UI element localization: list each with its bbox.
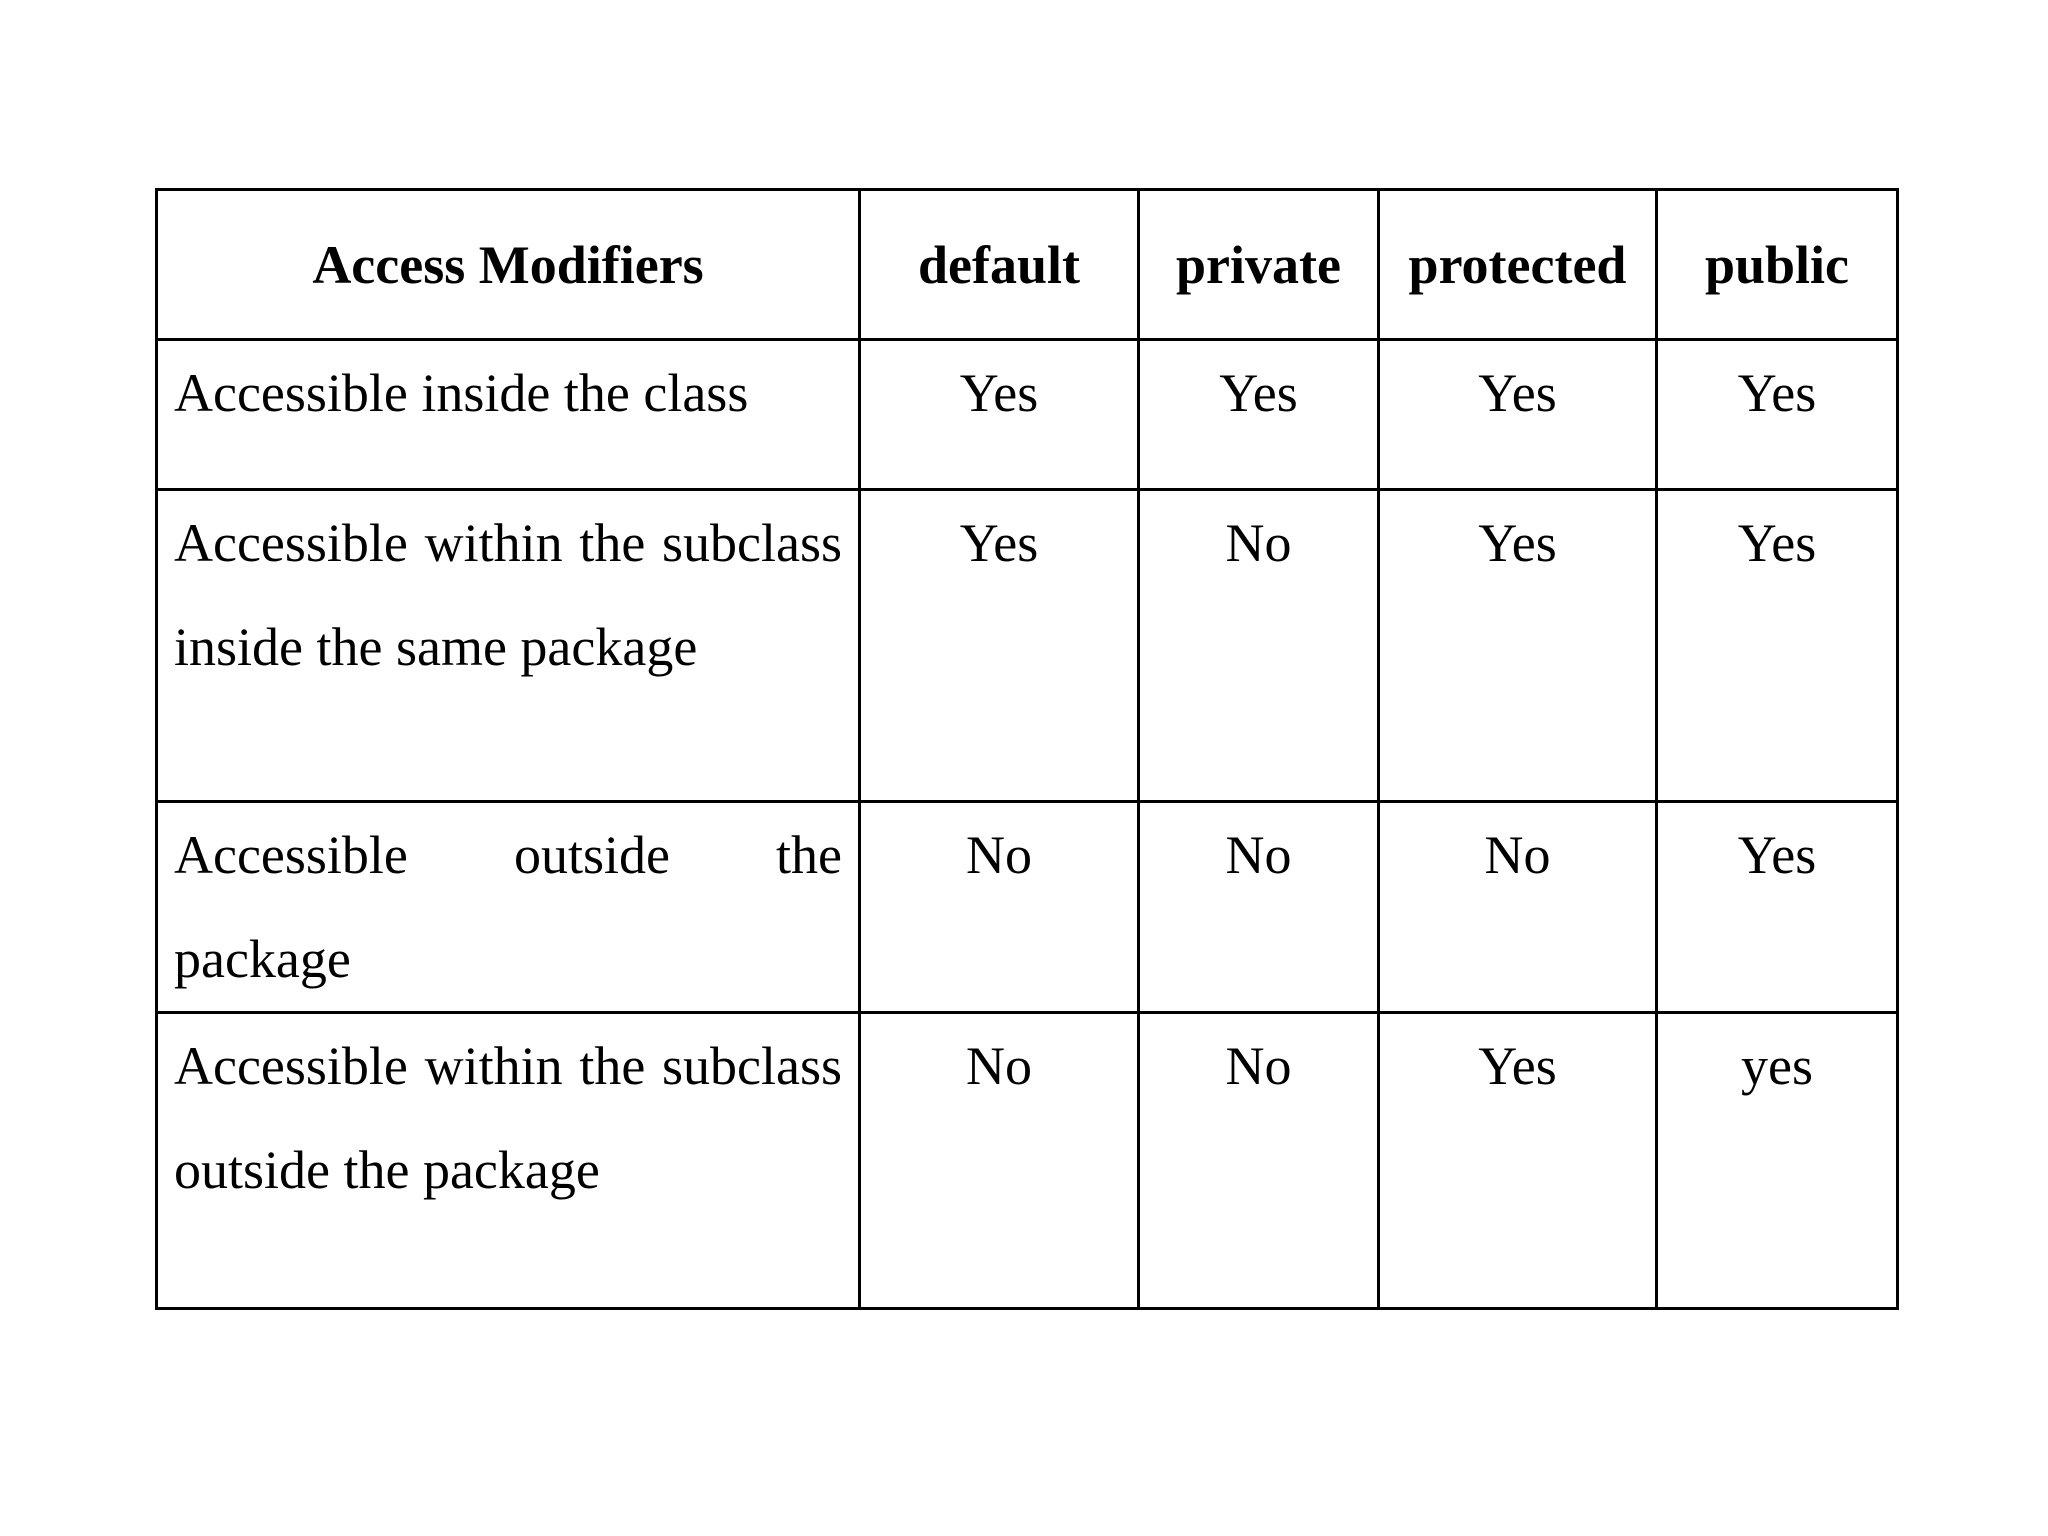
value-cell-protected: Yes — [1379, 340, 1657, 490]
header-default: default — [860, 190, 1139, 340]
feature-cell: Accessible within the subclass inside the same package — [157, 490, 860, 802]
header-protected: protected — [1379, 190, 1657, 340]
value-cell-default: Yes — [860, 340, 1139, 490]
header-private: private — [1139, 190, 1379, 340]
table-row — [157, 802, 1898, 1013]
value-cell-protected: Yes — [1379, 1013, 1657, 1309]
value-cell-private: Yes — [1139, 340, 1379, 490]
table-row — [157, 1013, 1898, 1309]
value-cell-public: Yes — [1657, 490, 1898, 802]
table-row — [157, 490, 1898, 802]
header-access-modifiers: Access Modifiers — [157, 190, 860, 340]
feature-cell: Accessible inside the class — [157, 340, 860, 490]
value-cell-private: No — [1139, 490, 1379, 802]
value-cell-public: Yes — [1657, 340, 1898, 490]
value-cell-public: Yes — [1657, 802, 1898, 1013]
value-cell-public: yes — [1657, 1013, 1898, 1309]
value-cell-protected: No — [1379, 802, 1657, 1013]
table-row — [157, 340, 1898, 490]
header-public: public — [1657, 190, 1898, 340]
header-row — [157, 190, 1898, 340]
value-cell-default: No — [860, 1013, 1139, 1309]
access-modifiers-table — [155, 188, 1899, 1310]
value-cell-private: No — [1139, 802, 1379, 1013]
value-cell-default: Yes — [860, 490, 1139, 802]
feature-cell: Accessible outside the package — [157, 802, 860, 1013]
value-cell-default: No — [860, 802, 1139, 1013]
value-cell-private: No — [1139, 1013, 1379, 1309]
value-cell-protected: Yes — [1379, 490, 1657, 802]
feature-cell: Accessible within the subclass outside the package — [157, 1013, 860, 1309]
